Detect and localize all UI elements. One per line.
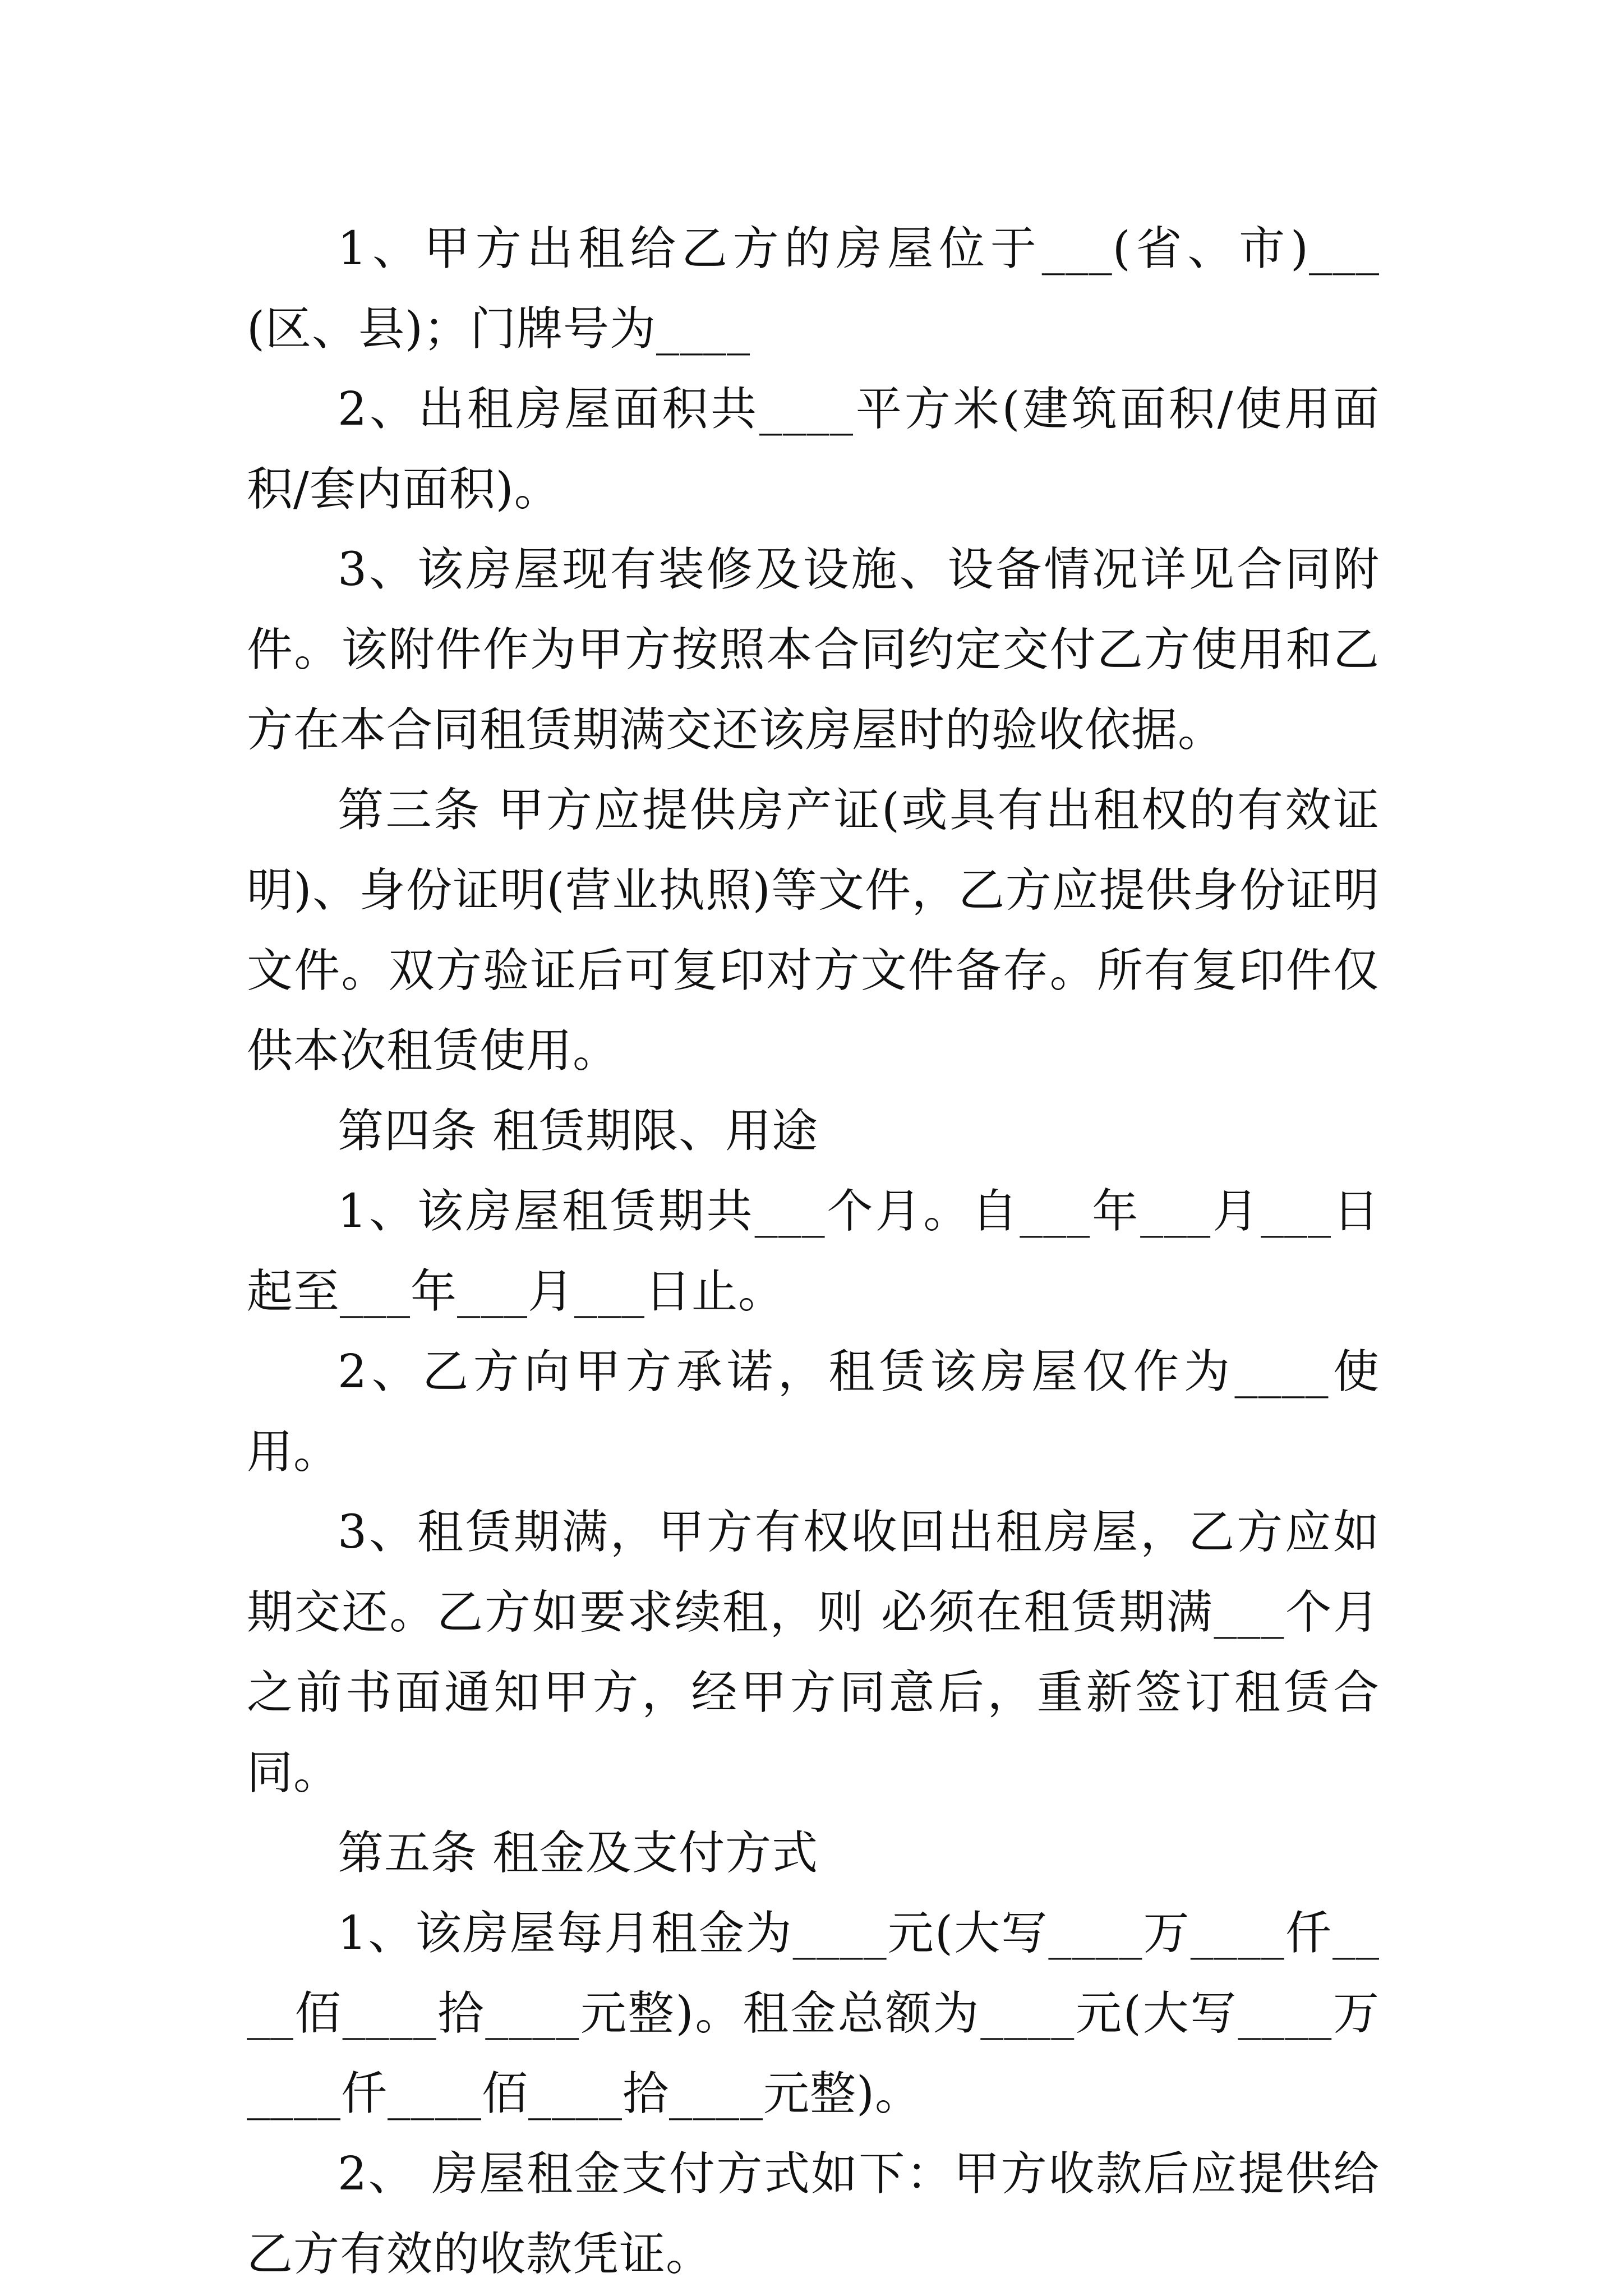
- clause-2-area: 2、出租房屋面积共____平方米(建筑面积/使用面积/套内面积)。: [247, 383, 1380, 516]
- article-4-clause-3-renewal: 3、租赁期满，甲方有权收回出租房屋，乙方应如期交还。乙方如要求续租，则 必须在租赁期满___个月之前书面通知甲方，经甲方同意后，重新签订租赁合同。: [247, 1506, 1380, 1800]
- article-5-heading: 第五条 租金及支付方式: [338, 1826, 819, 1880]
- article-4-clause-2-use: 2、乙方向甲方承诺，租赁该房屋仅作为____使用。: [247, 1345, 1380, 1479]
- clause-1-location: 1、甲方出租给乙方的房屋位于___(省、市)___(区、县)；门牌号为____: [247, 222, 1380, 356]
- article-5-clause-1-rent: 1、该房屋每月租金为____元(大写____万____仟____佰____拾____元整)。租金总额为____元(大写____万____仟____佰____拾____元整)。: [247, 1907, 1380, 2120]
- article-4-clause-1-term: 1、该房屋租赁期共___个月。自___年___月___日起至___年___月___日止。: [247, 1185, 1380, 1318]
- clause-3-fixtures: 3、该房屋现有装修及设施、设备情况详见合同附件。该附件作为甲方按照本合同约定交付乙方使用和乙方在本合同租赁期满交还该房屋时的验收依据。: [247, 543, 1380, 757]
- article-4-heading: 第四条 租赁期限、用途: [338, 1105, 819, 1158]
- document-body: [247, 209, 1380, 2294]
- article-3-documents: 第三条 甲方应提供房产证(或具有出租权的有效证明)、身份证明(营业执照)等文件，乙方应提供身份证明文件。双方验证后可复印对方文件备存。所有复印件仅供本次租赁使用。: [247, 784, 1380, 1078]
- article-5-clause-2-payment: 2、 房屋租金支付方式如下：甲方收款后应提供给乙方有效的收款凭证。: [247, 2147, 1380, 2281]
